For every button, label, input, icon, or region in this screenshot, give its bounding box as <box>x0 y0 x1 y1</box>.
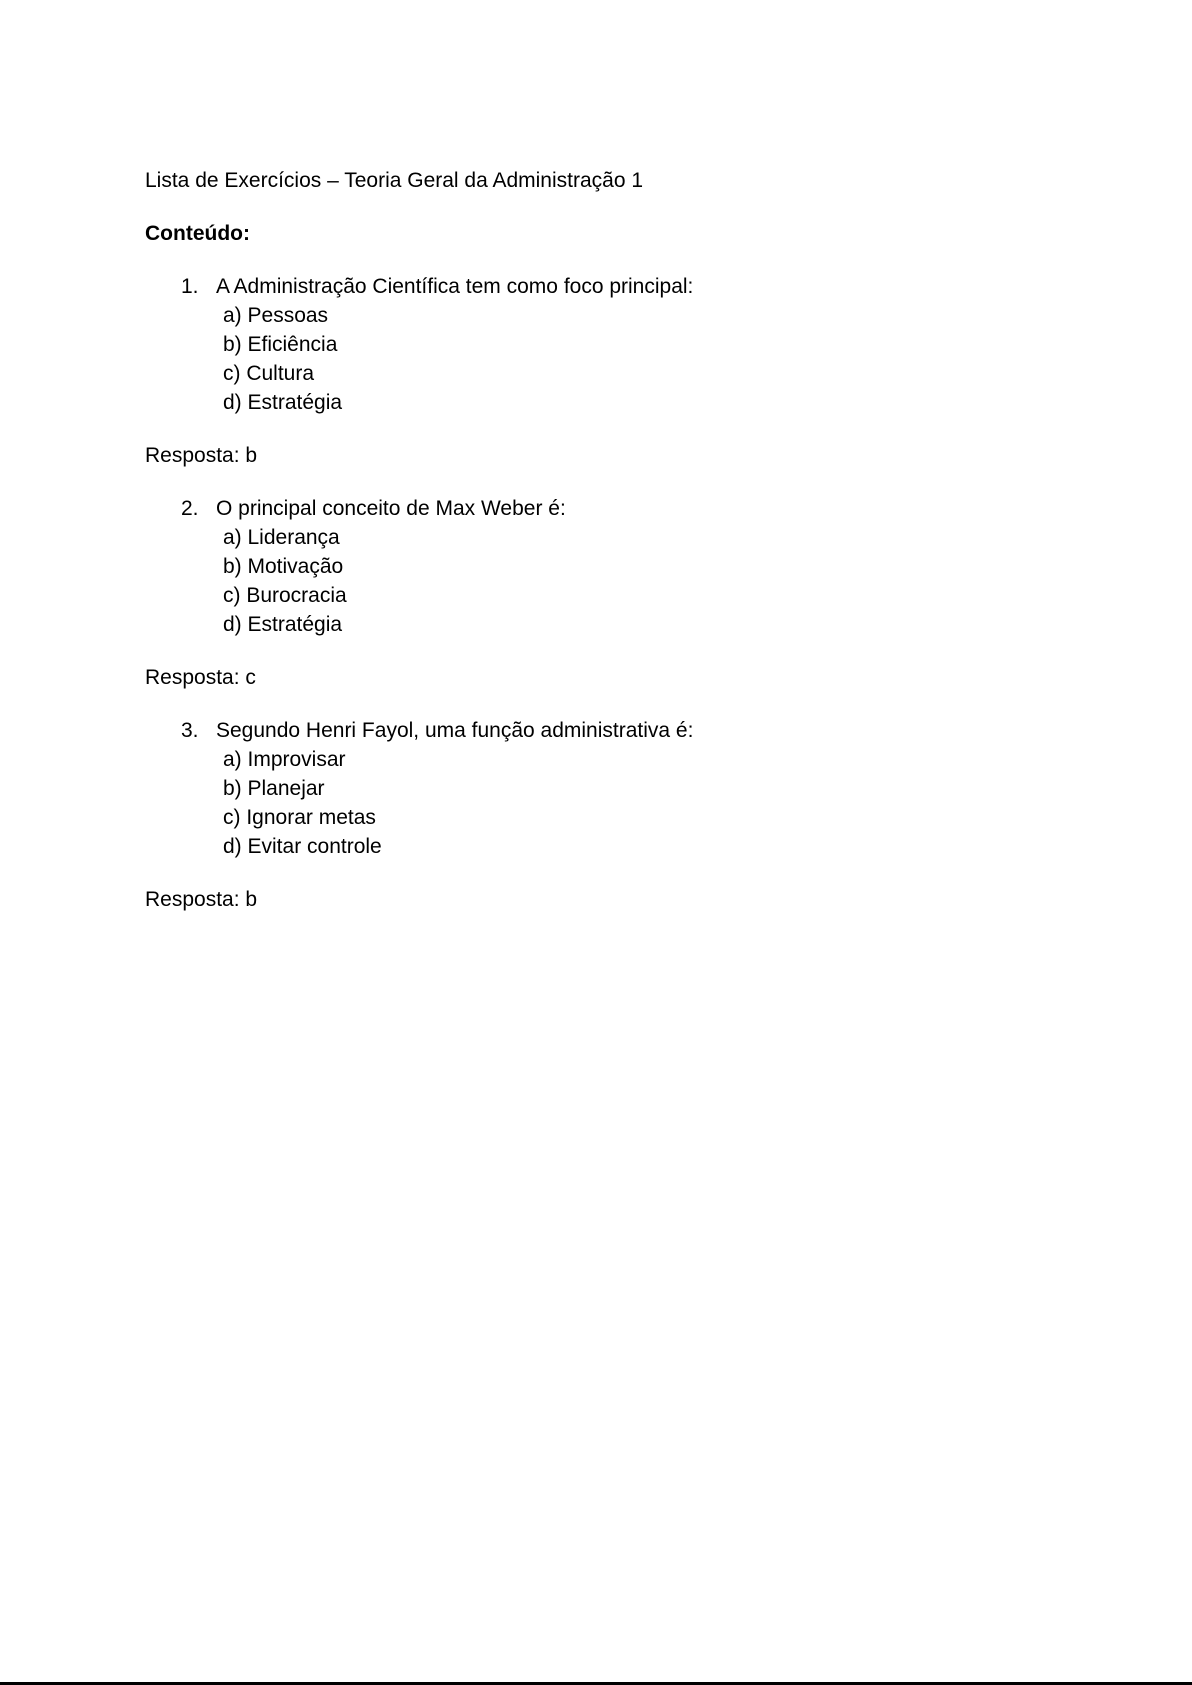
option-b: b) Eficiência <box>223 333 338 356</box>
question-text: A Administração Científica tem como foco principal: <box>216 275 694 298</box>
option-a: a) Improvisar <box>223 748 346 771</box>
question-line <box>145 494 1045 523</box>
question-number: 2. <box>181 497 199 520</box>
question-number: 1. <box>181 275 199 298</box>
option-d: d) Evitar controle <box>223 835 382 858</box>
answer-1: Resposta: b <box>145 444 258 467</box>
question-text: Segundo Henri Fayol, uma função administrativa é: <box>216 719 694 742</box>
question-text: O principal conceito de Max Weber é: <box>216 497 566 520</box>
option-d: d) Estratégia <box>223 613 343 636</box>
option-c: c) Ignorar metas <box>223 806 376 829</box>
question-3 <box>145 716 1045 861</box>
option-b: b) Motivação <box>223 555 344 578</box>
question-line <box>145 716 1045 745</box>
option-c: c) Burocracia <box>223 584 347 607</box>
answer-3: Resposta: b <box>145 888 258 911</box>
option-a: a) Liderança <box>223 526 340 549</box>
question-line <box>145 272 1045 301</box>
answer-2: Resposta: c <box>145 666 256 689</box>
question-2 <box>145 494 1045 639</box>
document-content <box>145 166 1045 914</box>
option-d: d) Estratégia <box>223 391 343 414</box>
document-title: Lista de Exercícios – Teoria Geral da Administração 1 <box>145 169 644 192</box>
option-b: b) Planejar <box>223 777 325 800</box>
option-c: c) Cultura <box>223 362 315 385</box>
question-1 <box>145 272 1045 417</box>
question-number: 3. <box>181 719 199 742</box>
content-heading: Conteúdo: <box>145 222 250 245</box>
option-a: a) Pessoas <box>223 304 329 327</box>
